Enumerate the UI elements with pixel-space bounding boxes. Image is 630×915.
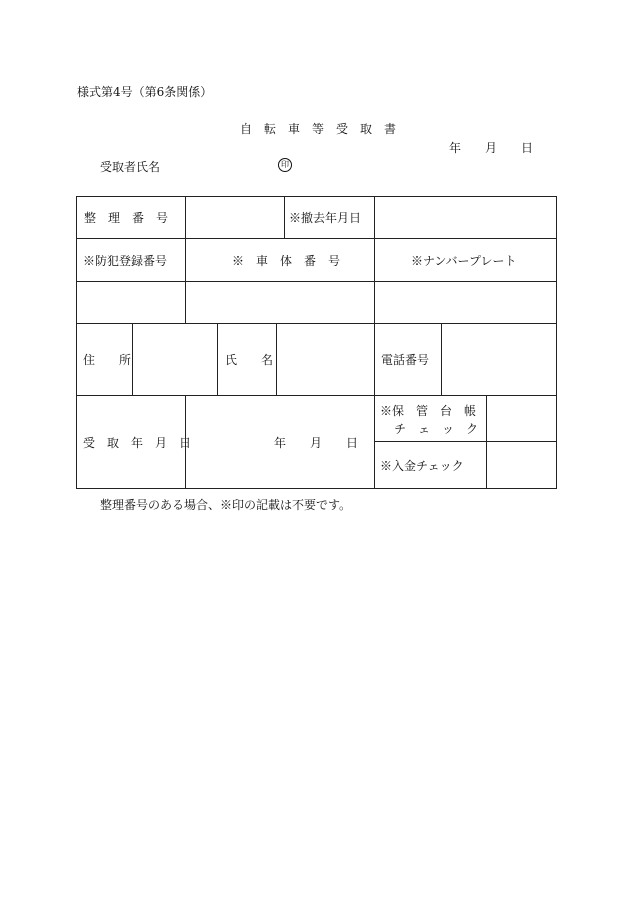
payment-check-field[interactable] (487, 442, 556, 488)
frame-number-label: ※ 車 体 番 号 (232, 253, 341, 268)
management-number-label: 整 理 番 号 (84, 211, 169, 225)
storage-check-field[interactable] (487, 396, 556, 441)
receipt-date-value[interactable]: 年 月 日 (274, 435, 359, 450)
payment-check-label: ※入金チェック (380, 458, 464, 473)
removal-date-label: ※撤去年月日 (289, 211, 362, 225)
date-line: 年 月 日 (449, 141, 534, 155)
number-plate-field[interactable] (375, 282, 556, 323)
table-col-divider (374, 323, 375, 396)
name-field[interactable] (277, 324, 374, 395)
table-col-divider (374, 395, 375, 489)
table-col-divider (284, 196, 285, 239)
address-label: 住 所 (83, 353, 132, 367)
crime-prevention-number-label: ※防犯登録番号 (83, 253, 168, 268)
table-border-left (76, 196, 77, 489)
name-label: 氏 名 (225, 353, 274, 367)
frame-number-field[interactable] (186, 282, 374, 323)
phone-label: 電話番号 (381, 353, 430, 367)
address-field[interactable] (133, 324, 217, 395)
table-border-bottom (76, 488, 557, 489)
crime-prevention-number-field[interactable] (77, 282, 185, 323)
document-title: 自 転 車 等 受 取 書 (240, 122, 397, 136)
management-number-field[interactable] (186, 197, 284, 238)
storage-check-label-line2: チ ェ ッ ク (394, 422, 479, 436)
number-plate-label: ※ナンバープレート (411, 253, 517, 268)
phone-field[interactable] (442, 324, 556, 395)
storage-check-label (380, 402, 478, 438)
table-border-right (556, 196, 557, 489)
recipient-name-label: 受取者氏名 (100, 160, 161, 174)
storage-check-label-line1: ※保 管 台 帳 (380, 404, 477, 418)
removal-date-field[interactable] (375, 197, 556, 238)
receipt-date-label: 受 取 年 月 日 (83, 435, 192, 450)
footnote: 整理番号のある場合、※印の記載は不要です。 (100, 498, 352, 512)
seal-mark: 印 (278, 158, 292, 172)
form-number: 様式第4号（第6条関係） (77, 85, 213, 99)
table-col-divider (217, 323, 218, 396)
